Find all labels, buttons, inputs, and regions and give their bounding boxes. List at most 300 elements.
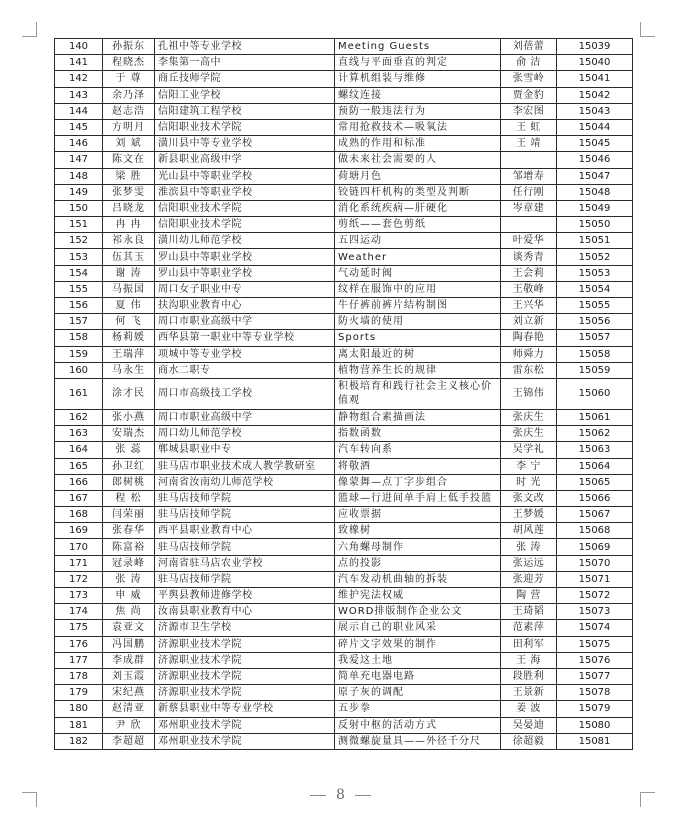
school-cell: 河南省汝南幼儿师范学校	[155, 474, 335, 490]
row-number-cell: 170	[55, 539, 103, 555]
teacher-cell: 段胜利	[501, 668, 557, 684]
school-cell: 平舆县教师进修学校	[155, 588, 335, 604]
school-cell: 新县职业高级中学	[155, 152, 335, 168]
lesson-title-cell: 维护宪法权威	[335, 588, 501, 604]
school-cell: 新蔡县职业中等专业学校	[155, 701, 335, 717]
table-row	[55, 604, 633, 620]
table-row	[55, 474, 633, 490]
row-number-cell: 152	[55, 233, 103, 249]
lesson-title-cell: Sports	[335, 330, 501, 346]
student-name-cell: 刘玉霞	[103, 668, 155, 684]
table-row	[55, 87, 633, 103]
entry-code-cell: 15051	[557, 233, 633, 249]
row-number-cell: 179	[55, 685, 103, 701]
teacher-cell: 张雪岭	[501, 71, 557, 87]
entry-code-cell: 15062	[557, 426, 633, 442]
lesson-title-cell: 静物组合素描画法	[335, 409, 501, 425]
lesson-title-cell: 我爱这土地	[335, 652, 501, 668]
teacher-cell: 王兴华	[501, 298, 557, 314]
lesson-title-cell: 五步拳	[335, 701, 501, 717]
lesson-title-cell: 纹样在服饰中的应用	[335, 281, 501, 297]
teacher-cell: 张文改	[501, 490, 557, 506]
table-row	[55, 298, 633, 314]
lesson-title-cell: 汽车发动机曲轴的拆装	[335, 571, 501, 587]
student-name-cell: 焦 尚	[103, 604, 155, 620]
student-name-cell: 夏 伟	[103, 298, 155, 314]
student-name-cell: 涂才民	[103, 378, 155, 409]
student-name-cell: 张小燕	[103, 409, 155, 425]
row-number-cell: 181	[55, 717, 103, 733]
entry-code-cell: 15053	[557, 265, 633, 281]
teacher-cell: 王会莉	[501, 265, 557, 281]
school-cell: 商水二职专	[155, 362, 335, 378]
row-number-cell: 147	[55, 152, 103, 168]
school-cell: 信阳建筑工程学校	[155, 103, 335, 119]
lesson-title-cell: 六角螺母制作	[335, 539, 501, 555]
school-cell: 西平县职业教育中心	[155, 523, 335, 539]
lesson-title-cell: Meeting Guests	[335, 39, 501, 55]
teacher-cell: 俞 洁	[501, 55, 557, 71]
lesson-title-cell: 点的投影	[335, 555, 501, 571]
table-row	[55, 184, 633, 200]
entry-code-cell: 15067	[557, 507, 633, 523]
student-name-cell: 孙卫红	[103, 458, 155, 474]
row-number-cell: 153	[55, 249, 103, 265]
lesson-title-cell: 碎片文字效果的制作	[335, 636, 501, 652]
table-row	[55, 571, 633, 587]
student-name-cell: 赵清亚	[103, 701, 155, 717]
student-name-cell: 马振国	[103, 281, 155, 297]
row-number-cell: 176	[55, 636, 103, 652]
entry-code-cell: 15049	[557, 200, 633, 216]
school-cell: 济源职业技术学院	[155, 652, 335, 668]
teacher-cell: 李宏图	[501, 103, 557, 119]
student-name-cell: 冯国鹏	[103, 636, 155, 652]
school-cell: 项城中等专业学校	[155, 346, 335, 362]
table-row	[55, 733, 633, 749]
entry-code-cell: 15069	[557, 539, 633, 555]
table-row	[55, 136, 633, 152]
table-row	[55, 217, 633, 233]
school-cell: 济源职业技术学院	[155, 685, 335, 701]
entry-code-cell: 15050	[557, 217, 633, 233]
entry-code-cell: 15072	[557, 588, 633, 604]
student-name-cell: 张 涛	[103, 571, 155, 587]
row-number-cell: 154	[55, 265, 103, 281]
lesson-title-cell: 五四运动	[335, 233, 501, 249]
student-name-cell: 陈文在	[103, 152, 155, 168]
table-row	[55, 346, 633, 362]
student-name-cell: 于 尊	[103, 71, 155, 87]
school-cell: 李集第一高中	[155, 55, 335, 71]
lesson-title-cell: 积极培育和践行社会主义核心价值观	[335, 378, 501, 409]
teacher-cell: 雷东松	[501, 362, 557, 378]
footer-dash-right	[355, 795, 371, 796]
school-cell: 驻马店市职业技术成人教学教研室	[155, 458, 335, 474]
lesson-title-cell: 计算机组装与维修	[335, 71, 501, 87]
teacher-cell: 王锦伟	[501, 378, 557, 409]
teacher-cell: 王景新	[501, 685, 557, 701]
student-name-cell: 伍其玉	[103, 249, 155, 265]
row-number-cell: 148	[55, 168, 103, 184]
row-number-cell: 174	[55, 604, 103, 620]
teacher-cell: 贾金豹	[501, 87, 557, 103]
table-row	[55, 620, 633, 636]
roster-table	[54, 38, 633, 750]
table-row	[55, 539, 633, 555]
entry-code-cell: 15041	[557, 71, 633, 87]
row-number-cell: 142	[55, 71, 103, 87]
table-row	[55, 685, 633, 701]
school-cell: 周口市高级技工学校	[155, 378, 335, 409]
student-name-cell: 刘 斌	[103, 136, 155, 152]
teacher-cell: 任行刚	[501, 184, 557, 200]
school-cell: 孔祖中等专业学校	[155, 39, 335, 55]
teacher-cell: 王 海	[501, 652, 557, 668]
table-row	[55, 362, 633, 378]
student-name-cell: 张 蕊	[103, 442, 155, 458]
student-name-cell: 孙振东	[103, 39, 155, 55]
lesson-title-cell: 荷塘月色	[335, 168, 501, 184]
school-cell: 邓州职业技术学院	[155, 733, 335, 749]
roster-table-body	[55, 39, 633, 750]
school-cell: 济源职业技术学院	[155, 668, 335, 684]
teacher-cell: 范素萍	[501, 620, 557, 636]
table-row	[55, 555, 633, 571]
entry-code-cell: 15070	[557, 555, 633, 571]
school-cell: 周口市职业高级中学	[155, 409, 335, 425]
school-cell: 济源职业技术学院	[155, 636, 335, 652]
row-number-cell: 143	[55, 87, 103, 103]
entry-code-cell: 15040	[557, 55, 633, 71]
entry-code-cell: 15071	[557, 571, 633, 587]
table-row	[55, 458, 633, 474]
lesson-title-cell: 反射中枢的活动方式	[335, 717, 501, 733]
lesson-title-cell: 做未来社会需要的人	[335, 152, 501, 168]
entry-code-cell: 15076	[557, 652, 633, 668]
lesson-title-cell: 成熟的作用和标准	[335, 136, 501, 152]
teacher-cell: 岑章建	[501, 200, 557, 216]
row-number-cell: 141	[55, 55, 103, 71]
lesson-title-cell: WORD排版制作企业公文	[335, 604, 501, 620]
table-row	[55, 523, 633, 539]
entry-code-cell: 15042	[557, 87, 633, 103]
page-number: 8	[336, 787, 345, 803]
lesson-title-cell: 展示自己的职业风采	[335, 620, 501, 636]
school-cell: 驻马店技师学院	[155, 507, 335, 523]
lesson-title-cell: 预防一般违法行为	[335, 103, 501, 119]
lesson-title-cell: 常用抢救技术—吸氧法	[335, 119, 501, 135]
teacher-cell: 徐超毅	[501, 733, 557, 749]
teacher-cell: 王 虹	[501, 119, 557, 135]
row-number-cell: 178	[55, 668, 103, 684]
entry-code-cell: 15046	[557, 152, 633, 168]
row-number-cell: 171	[55, 555, 103, 571]
row-number-cell: 156	[55, 298, 103, 314]
entry-code-cell: 15045	[557, 136, 633, 152]
lesson-title-cell: 消化系统疾病—肝硬化	[335, 200, 501, 216]
student-name-cell: 余乃泽	[103, 87, 155, 103]
row-number-cell: 157	[55, 314, 103, 330]
table-row	[55, 314, 633, 330]
entry-code-cell: 15068	[557, 523, 633, 539]
teacher-cell	[501, 152, 557, 168]
table-row	[55, 233, 633, 249]
student-name-cell: 张梦雯	[103, 184, 155, 200]
school-cell: 潢川县中等专业学校	[155, 136, 335, 152]
school-cell: 周口幼儿师范学校	[155, 426, 335, 442]
teacher-cell: 陶春艳	[501, 330, 557, 346]
student-name-cell: 王瑞萍	[103, 346, 155, 362]
student-name-cell: 吕晓龙	[103, 200, 155, 216]
table-row	[55, 717, 633, 733]
table-row	[55, 103, 633, 119]
lesson-title-cell: 像蒙舞—点丁字步组合	[335, 474, 501, 490]
row-number-cell: 172	[55, 571, 103, 587]
student-name-cell: 张春华	[103, 523, 155, 539]
row-number-cell: 155	[55, 281, 103, 297]
school-cell: 淮滨县中等职业学校	[155, 184, 335, 200]
lesson-title-cell: 指数函数	[335, 426, 501, 442]
lesson-title-cell: Weather	[335, 249, 501, 265]
row-number-cell: 177	[55, 652, 103, 668]
row-number-cell: 165	[55, 458, 103, 474]
school-cell: 信阳职业技术学院	[155, 217, 335, 233]
student-name-cell: 冠录峰	[103, 555, 155, 571]
entry-code-cell: 15052	[557, 249, 633, 265]
lesson-title-cell: 应收票据	[335, 507, 501, 523]
entry-code-cell: 15061	[557, 409, 633, 425]
school-cell: 郸城县职业中专	[155, 442, 335, 458]
entry-code-cell: 15064	[557, 458, 633, 474]
student-name-cell: 陈富裕	[103, 539, 155, 555]
row-number-cell: 145	[55, 119, 103, 135]
entry-code-cell: 15039	[557, 39, 633, 55]
entry-code-cell: 15066	[557, 490, 633, 506]
student-name-cell: 方明月	[103, 119, 155, 135]
teacher-cell: 时 光	[501, 474, 557, 490]
entry-code-cell: 15058	[557, 346, 633, 362]
student-name-cell: 冉 冉	[103, 217, 155, 233]
student-name-cell: 谢 涛	[103, 265, 155, 281]
student-name-cell: 李成群	[103, 652, 155, 668]
school-cell: 驻马店技师学院	[155, 539, 335, 555]
school-cell: 信阳职业技术学院	[155, 119, 335, 135]
lesson-title-cell: 简单充电器电路	[335, 668, 501, 684]
teacher-cell: 谈秀青	[501, 249, 557, 265]
table-row	[55, 652, 633, 668]
school-cell: 扶沟职业教育中心	[155, 298, 335, 314]
lesson-title-cell: 篮球—行进间单手肩上低手投篮	[335, 490, 501, 506]
teacher-cell: 师舜力	[501, 346, 557, 362]
lesson-title-cell: 牛仔裤前裤片结构制图	[335, 298, 501, 314]
teacher-cell: 张迎芳	[501, 571, 557, 587]
entry-code-cell: 15065	[557, 474, 633, 490]
table-row	[55, 668, 633, 684]
table-row	[55, 701, 633, 717]
table-row	[55, 119, 633, 135]
row-number-cell: 182	[55, 733, 103, 749]
school-cell: 邓州职业技术学院	[155, 717, 335, 733]
lesson-title-cell: 气动延时阀	[335, 265, 501, 281]
student-name-cell: 马永生	[103, 362, 155, 378]
table-row	[55, 55, 633, 71]
teacher-cell: 叶爱华	[501, 233, 557, 249]
page-footer	[0, 787, 681, 803]
table-row	[55, 378, 633, 409]
teacher-cell: 邹增寿	[501, 168, 557, 184]
student-name-cell: 李超超	[103, 733, 155, 749]
teacher-cell: 刘蓓蕾	[501, 39, 557, 55]
table-row	[55, 152, 633, 168]
entry-code-cell: 15048	[557, 184, 633, 200]
teacher-cell: 姜 波	[501, 701, 557, 717]
table-row	[55, 281, 633, 297]
row-number-cell: 160	[55, 362, 103, 378]
lesson-title-cell: 将敬酒	[335, 458, 501, 474]
row-number-cell: 140	[55, 39, 103, 55]
table-row	[55, 490, 633, 506]
school-cell: 驻马店技师学院	[155, 571, 335, 587]
table-row	[55, 636, 633, 652]
row-number-cell: 151	[55, 217, 103, 233]
entry-code-cell: 15080	[557, 717, 633, 733]
school-cell: 信阳职业技术学院	[155, 200, 335, 216]
lesson-title-cell: 汽车转向系	[335, 442, 501, 458]
entry-code-cell: 15047	[557, 168, 633, 184]
school-cell: 汝南县职业教育中心	[155, 604, 335, 620]
school-cell: 周口女子职业中专	[155, 281, 335, 297]
teacher-cell: 陶 营	[501, 588, 557, 604]
student-name-cell: 杨莉媛	[103, 330, 155, 346]
school-cell: 商丘技师学院	[155, 71, 335, 87]
row-number-cell: 175	[55, 620, 103, 636]
entry-code-cell: 15063	[557, 442, 633, 458]
lesson-title-cell: 离太阳最近的树	[335, 346, 501, 362]
entry-code-cell: 15059	[557, 362, 633, 378]
school-cell: 罗山县中等职业学校	[155, 265, 335, 281]
table-row	[55, 442, 633, 458]
row-number-cell: 146	[55, 136, 103, 152]
school-cell: 济源市卫生学校	[155, 620, 335, 636]
lesson-title-cell: 原子灰的调配	[335, 685, 501, 701]
teacher-cell: 李 宁	[501, 458, 557, 474]
crop-mark-top-right	[640, 22, 655, 37]
row-number-cell: 158	[55, 330, 103, 346]
teacher-cell: 吴晏迪	[501, 717, 557, 733]
table-row	[55, 330, 633, 346]
school-cell: 信阳工业学校	[155, 87, 335, 103]
row-number-cell: 150	[55, 200, 103, 216]
lesson-title-cell: 直线与平面垂直的判定	[335, 55, 501, 71]
teacher-cell: 张运远	[501, 555, 557, 571]
student-name-cell: 梁 胜	[103, 168, 155, 184]
school-cell: 周口市职业高级中学	[155, 314, 335, 330]
school-cell: 西华县第一职业中等专业学校	[155, 330, 335, 346]
table-row	[55, 200, 633, 216]
row-number-cell: 149	[55, 184, 103, 200]
row-number-cell: 144	[55, 103, 103, 119]
entry-code-cell: 15077	[557, 668, 633, 684]
table-row	[55, 39, 633, 55]
lesson-title-cell: 测微螺旋量具——外径千分尺	[335, 733, 501, 749]
entry-code-cell: 15043	[557, 103, 633, 119]
school-cell: 潢川幼儿师范学校	[155, 233, 335, 249]
row-number-cell: 159	[55, 346, 103, 362]
entry-code-cell: 15081	[557, 733, 633, 749]
entry-code-cell: 15057	[557, 330, 633, 346]
student-name-cell: 尹 欣	[103, 717, 155, 733]
entry-code-cell: 15060	[557, 378, 633, 409]
entry-code-cell: 15079	[557, 701, 633, 717]
teacher-cell: 田利军	[501, 636, 557, 652]
student-name-cell: 安瑞杰	[103, 426, 155, 442]
entry-code-cell: 15075	[557, 636, 633, 652]
teacher-cell	[501, 217, 557, 233]
table-row	[55, 588, 633, 604]
student-name-cell: 程 松	[103, 490, 155, 506]
table-row	[55, 426, 633, 442]
teacher-cell: 张庆生	[501, 426, 557, 442]
student-name-cell: 申 威	[103, 588, 155, 604]
teacher-cell: 刘立新	[501, 314, 557, 330]
school-cell: 光山县中等职业学校	[155, 168, 335, 184]
lesson-title-cell: 螺纹连接	[335, 87, 501, 103]
row-number-cell: 161	[55, 378, 103, 409]
entry-code-cell: 15074	[557, 620, 633, 636]
teacher-cell: 王敬峰	[501, 281, 557, 297]
school-cell: 驻马店技师学院	[155, 490, 335, 506]
table-row	[55, 71, 633, 87]
teacher-cell: 王琦韬	[501, 604, 557, 620]
teacher-cell: 吴学礼	[501, 442, 557, 458]
student-name-cell: 赵志浩	[103, 103, 155, 119]
lesson-title-cell: 植物营养生长的规律	[335, 362, 501, 378]
entry-code-cell: 15078	[557, 685, 633, 701]
student-name-cell: 郎树桃	[103, 474, 155, 490]
table-row	[55, 507, 633, 523]
row-number-cell: 166	[55, 474, 103, 490]
entry-code-cell: 15055	[557, 298, 633, 314]
lesson-title-cell: 剪纸——套色剪纸	[335, 217, 501, 233]
table-row	[55, 409, 633, 425]
row-number-cell: 168	[55, 507, 103, 523]
row-number-cell: 167	[55, 490, 103, 506]
row-number-cell: 164	[55, 442, 103, 458]
student-name-cell: 宋纪燕	[103, 685, 155, 701]
lesson-title-cell: 防火墙的使用	[335, 314, 501, 330]
row-number-cell: 169	[55, 523, 103, 539]
row-number-cell: 162	[55, 409, 103, 425]
student-name-cell: 何 飞	[103, 314, 155, 330]
footer-dash-left	[310, 795, 326, 796]
school-cell: 河南省驻马店农业学校	[155, 555, 335, 571]
teacher-cell: 张 涛	[501, 539, 557, 555]
entry-code-cell: 15056	[557, 314, 633, 330]
row-number-cell: 173	[55, 588, 103, 604]
entry-code-cell: 15044	[557, 119, 633, 135]
school-cell: 罗山县中等职业学校	[155, 249, 335, 265]
entry-code-cell: 15054	[557, 281, 633, 297]
student-name-cell: 祁永良	[103, 233, 155, 249]
teacher-cell: 王 靖	[501, 136, 557, 152]
student-name-cell: 袁亚文	[103, 620, 155, 636]
lesson-title-cell: 致橡树	[335, 523, 501, 539]
table-row	[55, 249, 633, 265]
table-row	[55, 168, 633, 184]
lesson-title-cell: 铰链四杆机构的类型及判断	[335, 184, 501, 200]
student-name-cell: 闫荣丽	[103, 507, 155, 523]
